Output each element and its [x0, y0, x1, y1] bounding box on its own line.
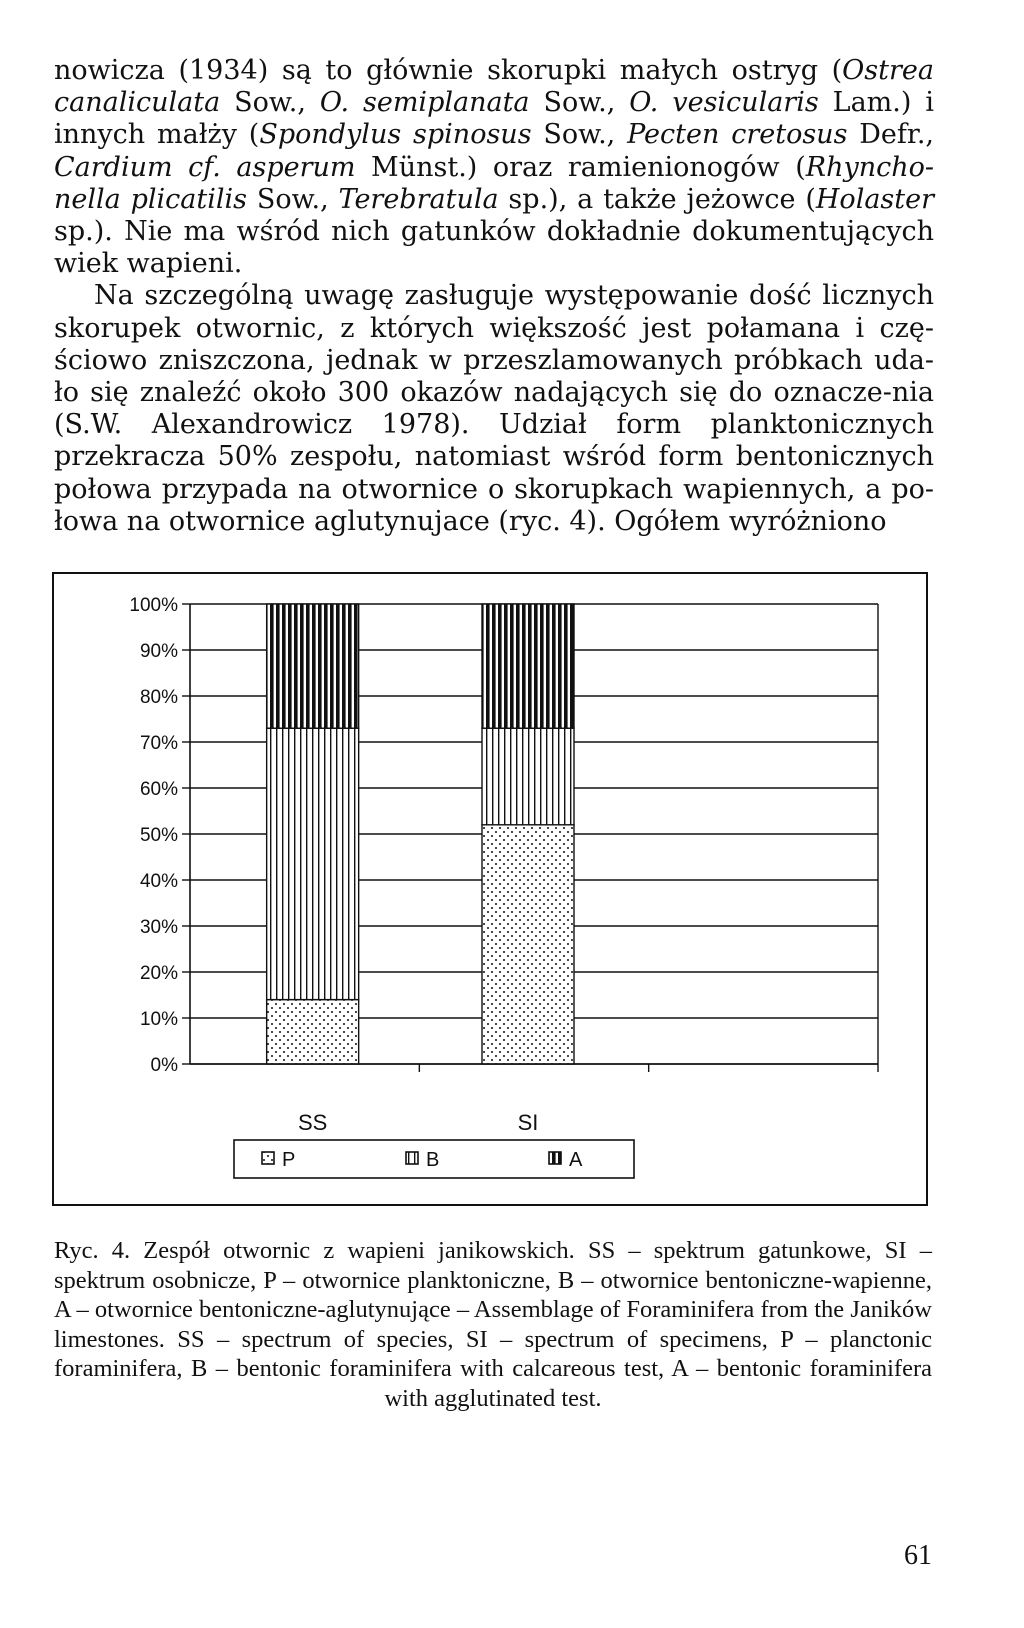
- bar-segment-ss-p: [267, 1000, 359, 1064]
- y-tick-label: 30%: [139, 917, 178, 938]
- stacked-bar-chart: [54, 574, 926, 1204]
- category-label: SI: [517, 1110, 539, 1135]
- y-tick-label: 20%: [139, 963, 178, 984]
- legend-label: B: [426, 1149, 440, 1171]
- y-tick-label: 70%: [139, 733, 178, 754]
- bar-segment-si-b: [482, 728, 574, 825]
- legend: [234, 1140, 634, 1178]
- bar-segment-ss-b: [267, 728, 359, 999]
- category-labels: [298, 1110, 538, 1135]
- y-tick-label: 80%: [139, 687, 178, 708]
- legend-label: A: [569, 1149, 583, 1171]
- bar-segment-si-a: [482, 604, 574, 728]
- y-tick-label: 10%: [139, 1009, 178, 1030]
- figure-chart-frame: [52, 572, 928, 1206]
- y-tick-label: 90%: [139, 641, 178, 662]
- legend-swatch-a: [549, 1152, 561, 1164]
- caption-text: Ryc. 4. Zespół otwornic z wapieni janikowskich. SS – spektrum gatunkowe, SI – spektrum osobnicze, P – otwornice planktoniczne, B – otwornice bentoniczne-wapienne, A – otwornice bentoniczne-aglutynujące – Assemblage of Foraminifera from the Janików limestones. SS – spectrum of species, SI – spectrum of specimens, P – planctonic foraminifera, B – bentonic foraminifera with calcareous test, A – bentonic foraminifera with agglutinated test.: [54, 1237, 932, 1412]
- bar-segment-si-p: [482, 825, 574, 1064]
- figure-caption: [54, 1236, 932, 1414]
- legend-swatch-b: [406, 1152, 418, 1164]
- y-tick-label: 40%: [139, 871, 178, 892]
- paragraph: Na szczególną uwagę zasługuje występowanie dość licznych skorupek otwornic, z których większość jest połamana i czę-ściowo zniszczona, jednak w przeszlamowanych próbkach uda-ło się znaleźć około 300 okazów nadających się do oznacze-nia (S.W. Alexandrowicz 1978). Udział form planktonicznych przekracza 50% zespołu, natomiast wśród form bentonicznych połowa przypada na otwornice o skorupkach wapiennych, a po-łowa na otwornice aglutynujace (ryc. 4). Ogółem wyróżniono: [54, 280, 934, 537]
- y-tick-label: 60%: [139, 779, 178, 800]
- body-text: [54, 55, 934, 538]
- paragraph: nowicza (1934) są to głównie skorupki małych ostryg (Ostrea canaliculata Sow., O. semiplanata Sow., O. vesicularis Lam.) i innych małży (Spondylus spinosus Sow., Pecten cretosus Defr., Cardium cf. asperum Münst.) oraz ramienionogów (Rhyncho- nella plicatilis Sow., Terebratula sp.), a także jeżowce (Holaster sp.). Nie ma wśród nich gatunków dokładnie dokumentujących wiek wapieni.: [54, 55, 935, 280]
- y-tick-label: 50%: [139, 825, 178, 846]
- page-number: 61: [904, 1540, 932, 1571]
- category-label: SS: [297, 1110, 328, 1135]
- bar-segment-ss-a: [267, 604, 359, 728]
- legend-swatch-p: [262, 1152, 274, 1164]
- y-tick-label: 0%: [150, 1055, 178, 1076]
- legend-label: P: [282, 1149, 296, 1171]
- y-tick-label: 100%: [129, 595, 178, 616]
